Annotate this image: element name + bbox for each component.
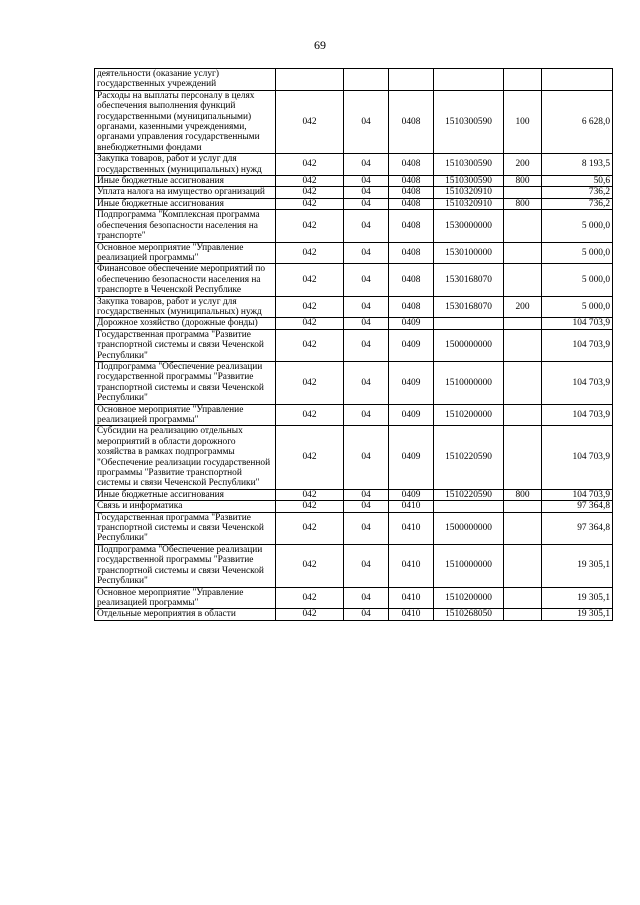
amount-value: 8 193,5 <box>542 154 613 176</box>
ministry-code: 042 <box>276 426 344 489</box>
expense-type-code <box>504 361 542 404</box>
subsection-code: 0408 <box>389 187 434 198</box>
target-article-code: 1530168070 <box>434 296 504 318</box>
section-code: 04 <box>344 609 389 620</box>
ministry-code: 042 <box>276 587 344 609</box>
section-code: 04 <box>344 242 389 264</box>
section-code: 04 <box>344 489 389 500</box>
ministry-code: 042 <box>276 154 344 176</box>
section-code: 04 <box>344 544 389 587</box>
subsection-code: 0410 <box>389 501 434 512</box>
row-description: Основное мероприятие "Управление реализацией программы" <box>95 404 276 426</box>
row-description: Иные бюджетные ассигнования <box>95 176 276 187</box>
expense-type-code <box>504 501 542 512</box>
subsection-code: 0409 <box>389 489 434 500</box>
target-article-code: 1510200000 <box>434 404 504 426</box>
expense-type-code: 800 <box>504 176 542 187</box>
expense-type-code <box>504 69 542 91</box>
amount-value: 104 703,9 <box>542 489 613 500</box>
target-article-code: 1510300590 <box>434 90 504 153</box>
expense-type-code: 800 <box>504 198 542 209</box>
section-code: 04 <box>344 210 389 242</box>
target-article-code: 1510268050 <box>434 609 504 620</box>
section-code: 04 <box>344 361 389 404</box>
target-article-code <box>434 69 504 91</box>
expense-type-code <box>504 264 542 296</box>
target-article-code <box>434 318 504 329</box>
section-code: 04 <box>344 318 389 329</box>
subsection-code: 0409 <box>389 329 434 361</box>
row-description: Подпрограмма "Обеспечение реализации государственной программы "Развитие транспортной системы и связи Чеченской Республики" <box>95 544 276 587</box>
row-description: Иные бюджетные ассигнования <box>95 198 276 209</box>
section-code: 04 <box>344 587 389 609</box>
section-code: 04 <box>344 404 389 426</box>
section-code: 04 <box>344 329 389 361</box>
target-article-code: 1510220590 <box>434 426 504 489</box>
row-description: Подпрограмма "Комплексная программа обеспечения безопасности населения на транспорте" <box>95 210 276 242</box>
table-row <box>95 501 613 512</box>
expense-type-code <box>504 242 542 264</box>
ministry-code: 042 <box>276 198 344 209</box>
section-code: 04 <box>344 264 389 296</box>
row-description: Основное мероприятие "Управление реализацией программы" <box>95 242 276 264</box>
section-code: 04 <box>344 296 389 318</box>
subsection-code: 0409 <box>389 404 434 426</box>
row-description: Закупка товаров, работ и услуг для государственных (муниципальных) нужд <box>95 296 276 318</box>
target-article-code: 1510320910 <box>434 198 504 209</box>
table-row <box>95 264 613 296</box>
table-row <box>95 489 613 500</box>
subsection-code: 0410 <box>389 609 434 620</box>
ministry-code: 042 <box>276 90 344 153</box>
ministry-code: 042 <box>276 609 344 620</box>
target-article-code <box>434 501 504 512</box>
subsection-code: 0408 <box>389 154 434 176</box>
subsection-code: 0408 <box>389 210 434 242</box>
row-description: Закупка товаров, работ и услуг для государственных (муниципальных) нужд <box>95 154 276 176</box>
target-article-code: 1510320910 <box>434 187 504 198</box>
table-row <box>95 361 613 404</box>
target-article-code: 1510300590 <box>434 176 504 187</box>
subsection-code: 0408 <box>389 198 434 209</box>
row-description: Субсидии на реализацию отдельных мероприятий в области дорожного хозяйства в рамках подпрограммы "Обеспечение реализации государственной программы "Развитие транспортной системы и связи Чеченской Республики" <box>95 426 276 489</box>
table-row <box>95 296 613 318</box>
table-row <box>95 90 613 153</box>
subsection-code: 0410 <box>389 544 434 587</box>
target-article-code: 1510300590 <box>434 154 504 176</box>
ministry-code: 042 <box>276 210 344 242</box>
section-code <box>344 69 389 91</box>
section-code: 04 <box>344 176 389 187</box>
table-row <box>95 609 613 620</box>
expense-type-code <box>504 512 542 544</box>
amount-value: 104 703,9 <box>542 426 613 489</box>
amount-value: 104 703,9 <box>542 361 613 404</box>
amount-value: 104 703,9 <box>542 329 613 361</box>
table-row <box>95 404 613 426</box>
subsection-code <box>389 69 434 91</box>
amount-value: 97 364,8 <box>542 512 613 544</box>
target-article-code: 1510220590 <box>434 489 504 500</box>
ministry-code: 042 <box>276 512 344 544</box>
ministry-code: 042 <box>276 296 344 318</box>
table-row <box>95 242 613 264</box>
table-row <box>95 426 613 489</box>
target-article-code: 1530168070 <box>434 264 504 296</box>
row-description: Дорожное хозяйство (дорожные фонды) <box>95 318 276 329</box>
amount-value: 104 703,9 <box>542 404 613 426</box>
section-code: 04 <box>344 512 389 544</box>
amount-value: 5 000,0 <box>542 242 613 264</box>
ministry-code: 042 <box>276 361 344 404</box>
table-row <box>95 176 613 187</box>
row-description: Иные бюджетные ассигнования <box>95 489 276 500</box>
expense-type-code <box>504 426 542 489</box>
table-row <box>95 512 613 544</box>
subsection-code: 0410 <box>389 512 434 544</box>
section-code: 04 <box>344 187 389 198</box>
expense-type-code <box>504 609 542 620</box>
expense-type-code <box>504 587 542 609</box>
expense-type-code <box>504 210 542 242</box>
amount-value: 5 000,0 <box>542 264 613 296</box>
section-code: 04 <box>344 154 389 176</box>
subsection-code: 0410 <box>389 587 434 609</box>
section-code: 04 <box>344 501 389 512</box>
target-article-code: 1510000000 <box>434 544 504 587</box>
expense-type-code <box>504 544 542 587</box>
target-article-code: 1500000000 <box>434 512 504 544</box>
amount-value: 104 703,9 <box>542 318 613 329</box>
row-description: Расходы на выплаты персоналу в целях обеспечения выполнения функций государственными (муниципальными) органами, казенными учреждениями, органами управления государственными внебюджетными фондами <box>95 90 276 153</box>
ministry-code: 042 <box>276 187 344 198</box>
amount-value: 5 000,0 <box>542 210 613 242</box>
section-code: 04 <box>344 198 389 209</box>
page-number: 69 <box>314 38 326 52</box>
subsection-code: 0408 <box>389 264 434 296</box>
ministry-code: 042 <box>276 501 344 512</box>
target-article-code: 1510000000 <box>434 361 504 404</box>
row-description: Уплата налога на имущество организаций <box>95 187 276 198</box>
ministry-code: 042 <box>276 489 344 500</box>
amount-value: 5 000,0 <box>542 296 613 318</box>
amount-value: 736,2 <box>542 187 613 198</box>
ministry-code: 042 <box>276 318 344 329</box>
expense-type-code: 200 <box>504 154 542 176</box>
expense-type-code: 200 <box>504 296 542 318</box>
subsection-code: 0409 <box>389 361 434 404</box>
subsection-code: 0408 <box>389 90 434 153</box>
expense-type-code <box>504 329 542 361</box>
subsection-code: 0409 <box>389 426 434 489</box>
subsection-code: 0409 <box>389 318 434 329</box>
row-description: Связь и информатика <box>95 501 276 512</box>
table-row <box>95 154 613 176</box>
amount-value <box>542 69 613 91</box>
ministry-code: 042 <box>276 404 344 426</box>
section-code: 04 <box>344 426 389 489</box>
row-description: Государственная программа "Развитие транспортной системы и связи Чеченской Республики" <box>95 329 276 361</box>
row-description: Государственная программа "Развитие транспортной системы и связи Чеченской Республики" <box>95 512 276 544</box>
ministry-code: 042 <box>276 264 344 296</box>
ministry-code: 042 <box>276 544 344 587</box>
table-row <box>95 69 613 91</box>
amount-value: 736,2 <box>542 198 613 209</box>
row-description: Основное мероприятие "Управление реализацией программы" <box>95 587 276 609</box>
table-row <box>95 318 613 329</box>
target-article-code: 1530100000 <box>434 242 504 264</box>
row-description: Подпрограмма "Обеспечение реализации государственной программы "Развитие транспортной системы и связи Чеченской Республики" <box>95 361 276 404</box>
subsection-code: 0408 <box>389 296 434 318</box>
amount-value: 6 628,0 <box>542 90 613 153</box>
section-code: 04 <box>344 90 389 153</box>
ministry-code: 042 <box>276 329 344 361</box>
budget-table-body <box>95 69 613 621</box>
amount-value: 50,6 <box>542 176 613 187</box>
expense-type-code: 100 <box>504 90 542 153</box>
table-row <box>95 587 613 609</box>
ministry-code: 042 <box>276 176 344 187</box>
ministry-code: 042 <box>276 242 344 264</box>
amount-value: 97 364,8 <box>542 501 613 512</box>
row-description: Финансовое обеспечение мероприятий по обеспечению безопасности населения на транспорте в Чеченской Республике <box>95 264 276 296</box>
table-row <box>95 198 613 209</box>
table-row <box>95 544 613 587</box>
subsection-code: 0408 <box>389 176 434 187</box>
subsection-code: 0408 <box>389 242 434 264</box>
expense-type-code <box>504 187 542 198</box>
budget-table <box>94 68 613 621</box>
table-row <box>95 187 613 198</box>
row-description: Отдельные мероприятия в области <box>95 609 276 620</box>
table-row <box>95 210 613 242</box>
amount-value: 19 305,1 <box>542 587 613 609</box>
expense-type-code <box>504 404 542 426</box>
target-article-code: 1510200000 <box>434 587 504 609</box>
target-article-code: 1530000000 <box>434 210 504 242</box>
target-article-code: 1500000000 <box>434 329 504 361</box>
amount-value: 19 305,1 <box>542 609 613 620</box>
expense-type-code: 800 <box>504 489 542 500</box>
ministry-code <box>276 69 344 91</box>
row-description: деятельности (оказание услуг) государственных учреждений <box>95 69 276 91</box>
expense-type-code <box>504 318 542 329</box>
table-row <box>95 329 613 361</box>
amount-value: 19 305,1 <box>542 544 613 587</box>
